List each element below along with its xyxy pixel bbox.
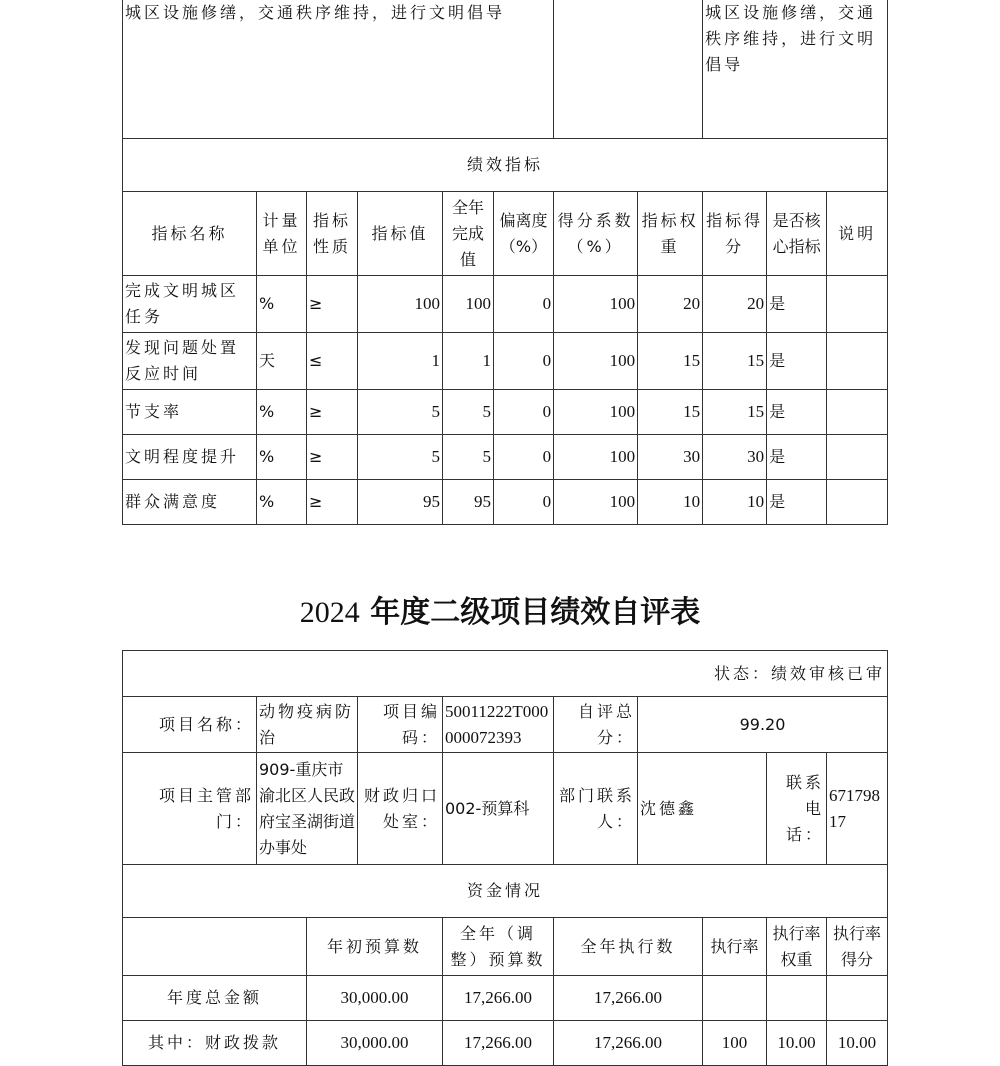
indicator-core: 是 — [767, 390, 827, 435]
table-row — [123, 976, 888, 1021]
indicator-coefficient: 100 — [554, 390, 638, 435]
project-code-value: 50011222T000000072393 — [443, 697, 554, 753]
indicator-deviation: 0 — [494, 333, 554, 390]
fund-rate: 100 — [703, 1021, 767, 1066]
indicator-nature: ≥ — [307, 390, 358, 435]
contact-label: 部门联系人： — [554, 753, 638, 865]
indicator-note — [827, 333, 888, 390]
title-year: 2024 — [299, 596, 360, 629]
indicator-nature: ≤ — [307, 333, 358, 390]
fund-row-label: 其中：财政拨款 — [123, 1021, 307, 1066]
fund-rate-weight — [767, 976, 827, 1021]
indicator-coefficient: 100 — [554, 480, 638, 525]
table-row — [123, 435, 888, 480]
indicator-score: 15 — [703, 333, 767, 390]
fund-rate-score: 10.00 — [827, 1021, 888, 1066]
performance-indicator-table — [122, 0, 888, 525]
header-target-value: 指标值 — [358, 192, 443, 276]
indicator-core: 是 — [767, 480, 827, 525]
indicator-core: 是 — [767, 333, 827, 390]
content-description-left: 城区设施修缮，交通秩序维持，进行文明倡导 — [123, 0, 554, 139]
table-row — [123, 276, 888, 333]
header-notes: 说明 — [827, 192, 888, 276]
self-score-label: 自评总分： — [554, 697, 638, 753]
indicator-coefficient: 100 — [554, 435, 638, 480]
indicator-coefficient: 100 — [554, 333, 638, 390]
indicator-unit: % — [257, 480, 307, 525]
page-title — [0, 590, 1000, 636]
fund-header-rate-score: 执行率得分 — [827, 918, 888, 976]
indicator-weight: 20 — [638, 276, 703, 333]
finance-dept-label: 财政归口处室： — [358, 753, 443, 865]
indicator-score: 15 — [703, 390, 767, 435]
project-code-label: 项目编码： — [358, 697, 443, 753]
indicator-name: 完成文明城区任务 — [123, 276, 257, 333]
fund-header-initial: 年初预算数 — [307, 918, 443, 976]
contact-value: 沈德鑫 — [638, 753, 767, 865]
indicator-unit: % — [257, 276, 307, 333]
fund-executed: 17,266.00 — [554, 976, 703, 1021]
indicator-deviation: 0 — [494, 435, 554, 480]
indicator-actual: 5 — [443, 435, 494, 480]
indicator-target: 5 — [358, 390, 443, 435]
content-description-mid — [554, 0, 703, 139]
indicator-nature: ≥ — [307, 480, 358, 525]
indicator-core: 是 — [767, 435, 827, 480]
fund-header-rate-weight: 执行率权重 — [767, 918, 827, 976]
indicator-deviation: 0 — [494, 390, 554, 435]
header-nature: 指标性质 — [307, 192, 358, 276]
indicator-weight: 15 — [638, 333, 703, 390]
funds-section-title: 资金情况 — [123, 865, 888, 918]
header-indicator-name: 指标名称 — [123, 192, 257, 276]
project-name-label: 项目名称： — [123, 697, 257, 753]
content-description-right: 城区设施修缮，交通秩序维持，进行文明倡导 — [703, 0, 888, 139]
indicator-score: 30 — [703, 435, 767, 480]
title-text: 年度二级项目绩效自评表 — [359, 595, 701, 630]
indicator-actual: 100 — [443, 276, 494, 333]
indicator-weight: 30 — [638, 435, 703, 480]
table-row — [123, 1021, 888, 1066]
fund-adjusted: 17,266.00 — [443, 1021, 554, 1066]
indicator-target: 100 — [358, 276, 443, 333]
indicator-actual: 5 — [443, 390, 494, 435]
indicator-target: 5 — [358, 435, 443, 480]
indicator-actual: 1 — [443, 333, 494, 390]
indicator-deviation: 0 — [494, 480, 554, 525]
header-unit: 计量单位 — [257, 192, 307, 276]
dept-label: 项目主管部门： — [123, 753, 257, 865]
finance-dept-value: 002-预算科 — [443, 753, 554, 865]
dept-value: 909-重庆市渝北区人民政府宝圣湖街道办事处 — [257, 753, 358, 865]
indicator-unit: % — [257, 390, 307, 435]
indicator-unit: % — [257, 435, 307, 480]
indicator-deviation: 0 — [494, 276, 554, 333]
indicator-target: 95 — [358, 480, 443, 525]
project-name-value: 动物疫病防治 — [257, 697, 358, 753]
indicator-unit: 天 — [257, 333, 307, 390]
indicator-actual: 95 — [443, 480, 494, 525]
indicator-core: 是 — [767, 276, 827, 333]
fund-rate-weight: 10.00 — [767, 1021, 827, 1066]
fund-row-label: 年度总金额 — [123, 976, 307, 1021]
fund-rate — [703, 976, 767, 1021]
indicator-note — [827, 435, 888, 480]
header-deviation: 偏离度（%） — [494, 192, 554, 276]
indicator-weight: 10 — [638, 480, 703, 525]
indicator-coefficient: 100 — [554, 276, 638, 333]
table-row — [123, 480, 888, 525]
indicator-note — [827, 390, 888, 435]
header-indicator-score: 指标得分 — [703, 192, 767, 276]
indicator-name: 发现问题处置反应时间 — [123, 333, 257, 390]
indicator-note — [827, 480, 888, 525]
phone-value: 67179817 — [827, 753, 888, 865]
status-text: 状态：绩效审核已审 — [123, 651, 888, 697]
indicator-score: 20 — [703, 276, 767, 333]
fund-rate-score — [827, 976, 888, 1021]
indicator-nature: ≥ — [307, 435, 358, 480]
fund-adjusted: 17,266.00 — [443, 976, 554, 1021]
header-weight: 指标权重 — [638, 192, 703, 276]
header-actual-value: 全年完成值 — [443, 192, 494, 276]
indicator-name: 群众满意度 — [123, 480, 257, 525]
indicator-name: 节支率 — [123, 390, 257, 435]
section-title-indicators: 绩效指标 — [123, 139, 888, 192]
indicator-target: 1 — [358, 333, 443, 390]
table-row — [123, 390, 888, 435]
fund-header-executed: 全年执行数 — [554, 918, 703, 976]
fund-initial: 30,000.00 — [307, 976, 443, 1021]
fund-executed: 17,266.00 — [554, 1021, 703, 1066]
indicator-score: 10 — [703, 480, 767, 525]
header-core-indicator: 是否核心指标 — [767, 192, 827, 276]
project-evaluation-table — [122, 650, 888, 1066]
indicator-name: 文明程度提升 — [123, 435, 257, 480]
self-score-value: 99.20 — [638, 697, 888, 753]
fund-initial: 30,000.00 — [307, 1021, 443, 1066]
indicator-weight: 15 — [638, 390, 703, 435]
fund-header-rate: 执行率 — [703, 918, 767, 976]
indicator-nature: ≥ — [307, 276, 358, 333]
phone-label: 联系电话： — [767, 753, 827, 865]
fund-header-adjusted: 全年（调整）预算数 — [443, 918, 554, 976]
indicator-note — [827, 276, 888, 333]
header-score-coefficient: 得分系数（%） — [554, 192, 638, 276]
table-row — [123, 333, 888, 390]
fund-header-blank — [123, 918, 307, 976]
